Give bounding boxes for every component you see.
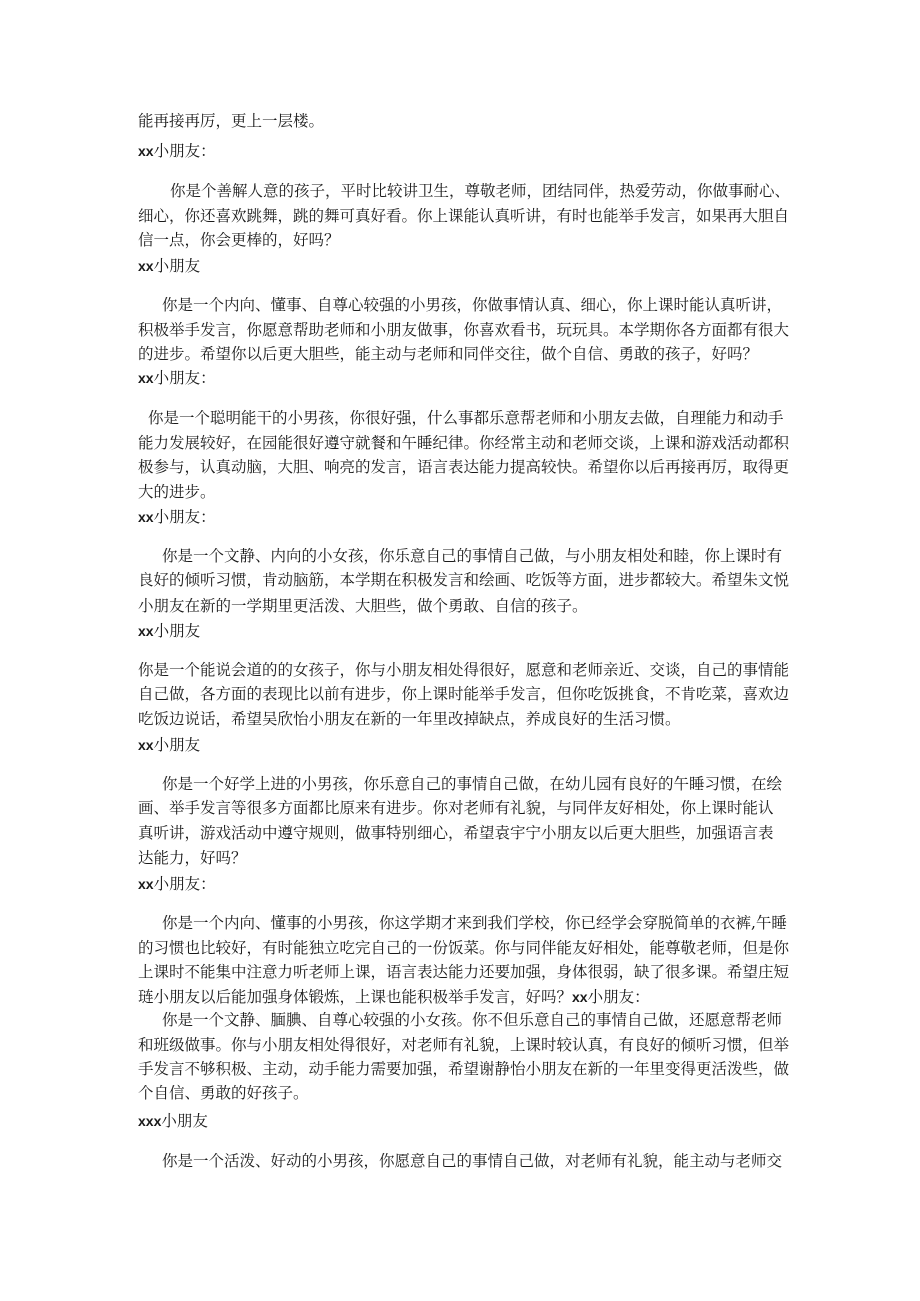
comment-8-line-2: 和班级做事。你与小朋友相处得很好，对老师有礼貌，上课时较认真，有良好的倾听习惯，但举 bbox=[138, 1036, 790, 1054]
heading-xx-5: xx小朋友 bbox=[138, 622, 201, 640]
comment-8-line-1: 你是一个文静、腼腆、自尊心较强的小女孩。你不但乐意自己的事情自己做，还愿意帮老师 bbox=[162, 1011, 783, 1029]
comment-3-line-3: 极参与，认真动脑，大胆、响亮的发言，语言表达能力提高较快。希望你以后再接再厉，取得更 bbox=[138, 458, 790, 476]
heading-xx-4: xx小朋友： bbox=[138, 508, 216, 526]
comment-2-line-2: 积极举手发言，你愿意帮助老师和小朋友做事，你喜欢看书，玩玩具。本学期你各方面都有很大 bbox=[138, 321, 790, 339]
comment-1-line-2: 细心，你还喜欢跳舞，跳的舞可真好看。你上课能认真听讲，有时也能举手发言，如果再大胆自 bbox=[138, 207, 790, 225]
comment-6-line-3: 真听讲，游戏活动中遵守规则，做事特别细心，希望袁宇宁小朋友以后更大胆些，加强语言表 bbox=[138, 824, 774, 842]
heading-xx-inline: xx bbox=[572, 989, 588, 1005]
heading-xxx: xxx小朋友 bbox=[138, 1112, 208, 1130]
comment-5-line-3: 吃饭边说话，希望吴欣怡小朋友在新的一年里改掉缺点，养成良好的生活习惯。 bbox=[138, 710, 681, 728]
comment-5-line-2: 自己做，各方面的表现比以前有进步，你上课时能举手发言，但你吃饭挑食，不肯吃菜，喜欢边 bbox=[138, 685, 790, 703]
comment-7-line-2: 的习惯也比较好，有时能独立吃完自己的一份饭菜。你与同伴能友好相处，能尊敬老师，但是你 bbox=[138, 939, 790, 957]
heading-xx-3: xx小朋友： bbox=[138, 369, 216, 387]
comment-6-line-2: 画、举手发言等很多方面都比原来有进步。你对老师有礼貌，与同伴友好相处，你上课时能认 bbox=[138, 799, 774, 817]
comment-5-line-1: 你是一个能说会道的的女孩子，你与小朋友相处得很好，愿意和老师亲近、交谈，自己的事情能 bbox=[138, 661, 790, 679]
comment-9-line-1: 你是一个活泼、好动的小男孩，你愿意自己的事情自己做，对老师有礼貌，能主动与老师交 bbox=[162, 1152, 783, 1170]
comment-6-line-4: 达能力，好吗？ bbox=[138, 849, 247, 867]
heading-xx-1: xx小朋友： bbox=[138, 142, 216, 160]
heading-xx-7: xx小朋友： bbox=[138, 875, 216, 893]
comment-2-line-1: 你是一个内向、懂事、自尊心较强的小男孩，你做事情认真、细心，你上课时能认真听讲， bbox=[162, 296, 783, 314]
comment-2-line-3: 的进步。希望你以后更大胆些，能主动与老师和同伴交往，做个自信、勇敢的孩子，好吗？ bbox=[138, 345, 759, 363]
comment-3-line-4: 大的进步。 bbox=[138, 483, 216, 501]
comment-8-line-4: 个自信、勇敢的好孩子。 bbox=[138, 1084, 309, 1102]
intro-line: 能再接再厉，更上一层楼。 bbox=[138, 112, 325, 130]
comment-3-line-2: 能力发展较好，在园能很好遵守就餐和午睡纪律。你经常主动和老师交谈，上课和游戏活动都积 bbox=[138, 434, 790, 452]
heading-xx-2: xx小朋友 bbox=[138, 257, 201, 275]
comment-3-line-1: 你是一个聪明能干的小男孩，你很好强，什么事都乐意帮老师和小朋友去做，自理能力和动手 bbox=[148, 409, 784, 427]
comment-7-line-1: 你是一个内向、懂事的小男孩，你这学期才来到我们学校，你已经学会穿脱简单的衣裤,午睡 bbox=[162, 914, 787, 932]
comment-8-line-3: 手发言不够积极、主动，动手能力需要加强，希望谢静怡小朋友在新的一年里变得更活泼些，做 bbox=[138, 1060, 790, 1078]
heading-xx-6: xx小朋友 bbox=[138, 736, 201, 754]
comment-7-line-4: 琏小朋友以后能加强身体锻炼，上课也能积极举手发言，好吗？xx小朋友： bbox=[138, 988, 650, 1006]
comment-1-line-3: 信一点，你会更棒的，好吗？ bbox=[138, 231, 340, 249]
comment-6-line-1: 你是一个好学上进的小男孩，你乐意自己的事情自己做，在幼儿园有良好的午睡习惯，在绘 bbox=[162, 775, 783, 793]
comment-4-line-1: 你是一个文静、内向的小女孩，你乐意自己的事情自己做，与小朋友相处和睦，你上课时有 bbox=[162, 547, 783, 565]
comment-7-line-3: 上课时不能集中注意力听老师上课，语言表达能力还要加强，身体很弱，缺了很多课。希望庄短 bbox=[138, 963, 790, 981]
comment-4-line-2: 良好的倾听习惯，肯动脑筋，本学期在积极发言和绘画、吃饭等方面，进步都较大。希望朱文悦 bbox=[138, 571, 790, 589]
comment-4-line-3: 小朋友在新的一学期里更活泼、大胆些，做个勇敢、自信的孩子。 bbox=[138, 597, 588, 615]
comment-1-line-1: 你是个善解人意的孩子，平时比较讲卫生，尊敬老师，团结同伴，热爱劳动，你做事耐心、 bbox=[170, 182, 791, 200]
